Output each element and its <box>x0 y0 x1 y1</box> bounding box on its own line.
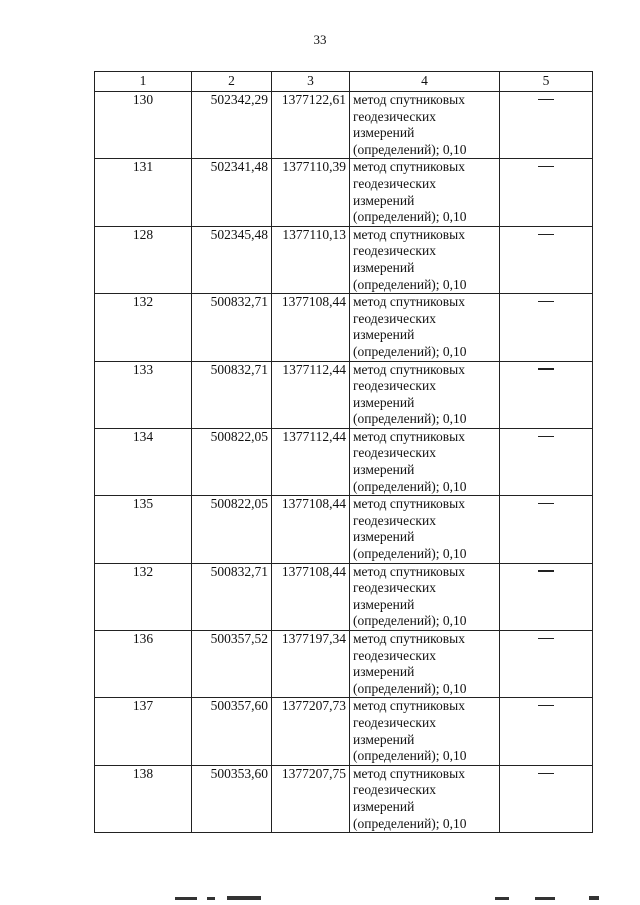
x-coordinate-cell: 500832,71 <box>192 294 272 361</box>
method-line: (определений); 0,10 <box>353 815 467 831</box>
method-line: измерений <box>353 259 415 275</box>
coordinates-table <box>94 71 593 833</box>
x-coordinate-cell: 502341,48 <box>192 159 272 226</box>
note-cell <box>500 361 593 428</box>
method-line: измерений <box>353 798 415 814</box>
note-cell <box>500 698 593 765</box>
dash-mark <box>538 436 554 437</box>
y-coordinate-cell: 1377108,44 <box>272 294 350 361</box>
method-line: (определений); 0,10 <box>353 478 467 494</box>
method-line: измерений <box>353 394 415 410</box>
note-cell <box>500 631 593 698</box>
method-line: метод спутниковых <box>353 226 465 242</box>
method-cell <box>350 361 500 428</box>
x-coordinate-cell: 502345,48 <box>192 226 272 293</box>
table-row <box>95 698 593 765</box>
table-header-row <box>95 72 593 92</box>
footer-scan-artifact <box>175 895 605 901</box>
note-cell <box>500 428 593 495</box>
method-line: измерений <box>353 327 415 343</box>
method-cell <box>350 698 500 765</box>
method-line: геодезических <box>353 243 436 259</box>
method-cell <box>350 226 500 293</box>
note-cell <box>500 92 593 159</box>
point-number-cell: 137 <box>95 698 192 765</box>
x-coordinate-cell: 502342,29 <box>192 92 272 159</box>
dash-mark <box>538 368 554 369</box>
method-line: геодезических <box>353 647 436 663</box>
method-cell <box>350 631 500 698</box>
method-line: (определений); 0,10 <box>353 680 467 696</box>
point-number-cell: 132 <box>95 294 192 361</box>
point-number-cell: 135 <box>95 496 192 563</box>
method-line: геодезических <box>353 378 436 394</box>
method-cell <box>350 563 500 630</box>
method-cell <box>350 92 500 159</box>
point-number-cell: 133 <box>95 361 192 428</box>
method-cell <box>350 496 500 563</box>
y-coordinate-cell: 1377112,44 <box>272 361 350 428</box>
method-line: (определений); 0,10 <box>353 141 467 157</box>
method-line: геодезических <box>353 580 436 596</box>
method-line: измерений <box>353 529 415 545</box>
x-coordinate-cell: 500822,05 <box>192 428 272 495</box>
y-coordinate-cell: 1377108,44 <box>272 496 350 563</box>
method-cell <box>350 294 500 361</box>
method-line: (определений); 0,10 <box>353 411 467 427</box>
method-line: метод спутниковых <box>353 563 465 579</box>
method-line: метод спутниковых <box>353 698 465 714</box>
point-number-cell: 136 <box>95 631 192 698</box>
table-row <box>95 428 593 495</box>
note-cell <box>500 765 593 832</box>
dash-mark <box>538 234 554 235</box>
dash-mark <box>538 638 554 639</box>
y-coordinate-cell: 1377207,73 <box>272 698 350 765</box>
method-line: (определений); 0,10 <box>353 613 467 629</box>
point-number-cell: 130 <box>95 92 192 159</box>
x-coordinate-cell: 500353,60 <box>192 765 272 832</box>
table-row <box>95 226 593 293</box>
table-row <box>95 631 593 698</box>
x-coordinate-cell: 500357,60 <box>192 698 272 765</box>
method-line: (определений); 0,10 <box>353 209 467 225</box>
header-cell: 4 <box>350 72 500 92</box>
method-line: метод спутниковых <box>353 428 465 444</box>
table-row <box>95 496 593 563</box>
method-line: (определений); 0,10 <box>353 546 467 562</box>
table-row <box>95 361 593 428</box>
point-number-cell: 134 <box>95 428 192 495</box>
point-number-cell: 131 <box>95 159 192 226</box>
note-cell <box>500 563 593 630</box>
method-line: измерений <box>353 664 415 680</box>
dash-mark <box>538 570 554 571</box>
table-row <box>95 765 593 832</box>
dash-mark <box>538 166 554 167</box>
header-cell: 3 <box>272 72 350 92</box>
point-number-cell: 132 <box>95 563 192 630</box>
dash-mark <box>538 99 554 100</box>
x-coordinate-cell: 500832,71 <box>192 361 272 428</box>
method-line: метод спутниковых <box>353 765 465 781</box>
dash-mark <box>538 503 554 504</box>
table-row <box>95 294 593 361</box>
table-row <box>95 563 593 630</box>
method-line: метод спутниковых <box>353 159 465 175</box>
method-line: измерений <box>353 125 415 141</box>
y-coordinate-cell: 1377112,44 <box>272 428 350 495</box>
method-line: измерений <box>353 192 415 208</box>
method-line: геодезических <box>353 714 436 730</box>
note-cell <box>500 226 593 293</box>
y-coordinate-cell: 1377108,44 <box>272 563 350 630</box>
note-cell <box>500 159 593 226</box>
note-cell <box>500 496 593 563</box>
y-coordinate-cell: 1377197,34 <box>272 631 350 698</box>
point-number-cell: 138 <box>95 765 192 832</box>
method-line: измерений <box>353 731 415 747</box>
dash-mark <box>538 773 554 774</box>
header-cell: 5 <box>500 72 593 92</box>
method-line: геодезических <box>353 512 436 528</box>
method-cell <box>350 765 500 832</box>
dash-mark <box>538 705 554 706</box>
method-line: измерений <box>353 462 415 478</box>
method-line: измерений <box>353 596 415 612</box>
method-cell <box>350 428 500 495</box>
method-line: геодезических <box>353 310 436 326</box>
y-coordinate-cell: 1377110,13 <box>272 226 350 293</box>
y-coordinate-cell: 1377207,75 <box>272 765 350 832</box>
method-line: геодезических <box>353 175 436 191</box>
method-line: (определений); 0,10 <box>353 276 467 292</box>
page-number: 33 <box>313 32 327 47</box>
note-cell <box>500 294 593 361</box>
table-row <box>95 92 593 159</box>
method-line: (определений); 0,10 <box>353 748 467 764</box>
method-line: геодезических <box>353 445 436 461</box>
x-coordinate-cell: 500357,52 <box>192 631 272 698</box>
method-line: метод спутниковых <box>353 496 465 512</box>
header-cell: 1 <box>95 72 192 92</box>
method-line: геодезических <box>353 108 436 124</box>
method-line: метод спутниковых <box>353 294 465 310</box>
x-coordinate-cell: 500822,05 <box>192 496 272 563</box>
y-coordinate-cell: 1377110,39 <box>272 159 350 226</box>
method-line: геодезических <box>353 782 436 798</box>
dash-mark <box>538 301 554 302</box>
table-body <box>95 92 593 833</box>
y-coordinate-cell: 1377122,61 <box>272 92 350 159</box>
method-line: (определений); 0,10 <box>353 343 467 359</box>
method-line: метод спутниковых <box>353 361 465 377</box>
method-cell <box>350 159 500 226</box>
method-line: метод спутниковых <box>353 92 465 107</box>
header-cell: 2 <box>192 72 272 92</box>
table-row <box>95 159 593 226</box>
method-line: метод спутниковых <box>353 631 465 646</box>
x-coordinate-cell: 500832,71 <box>192 563 272 630</box>
point-number-cell: 128 <box>95 226 192 293</box>
